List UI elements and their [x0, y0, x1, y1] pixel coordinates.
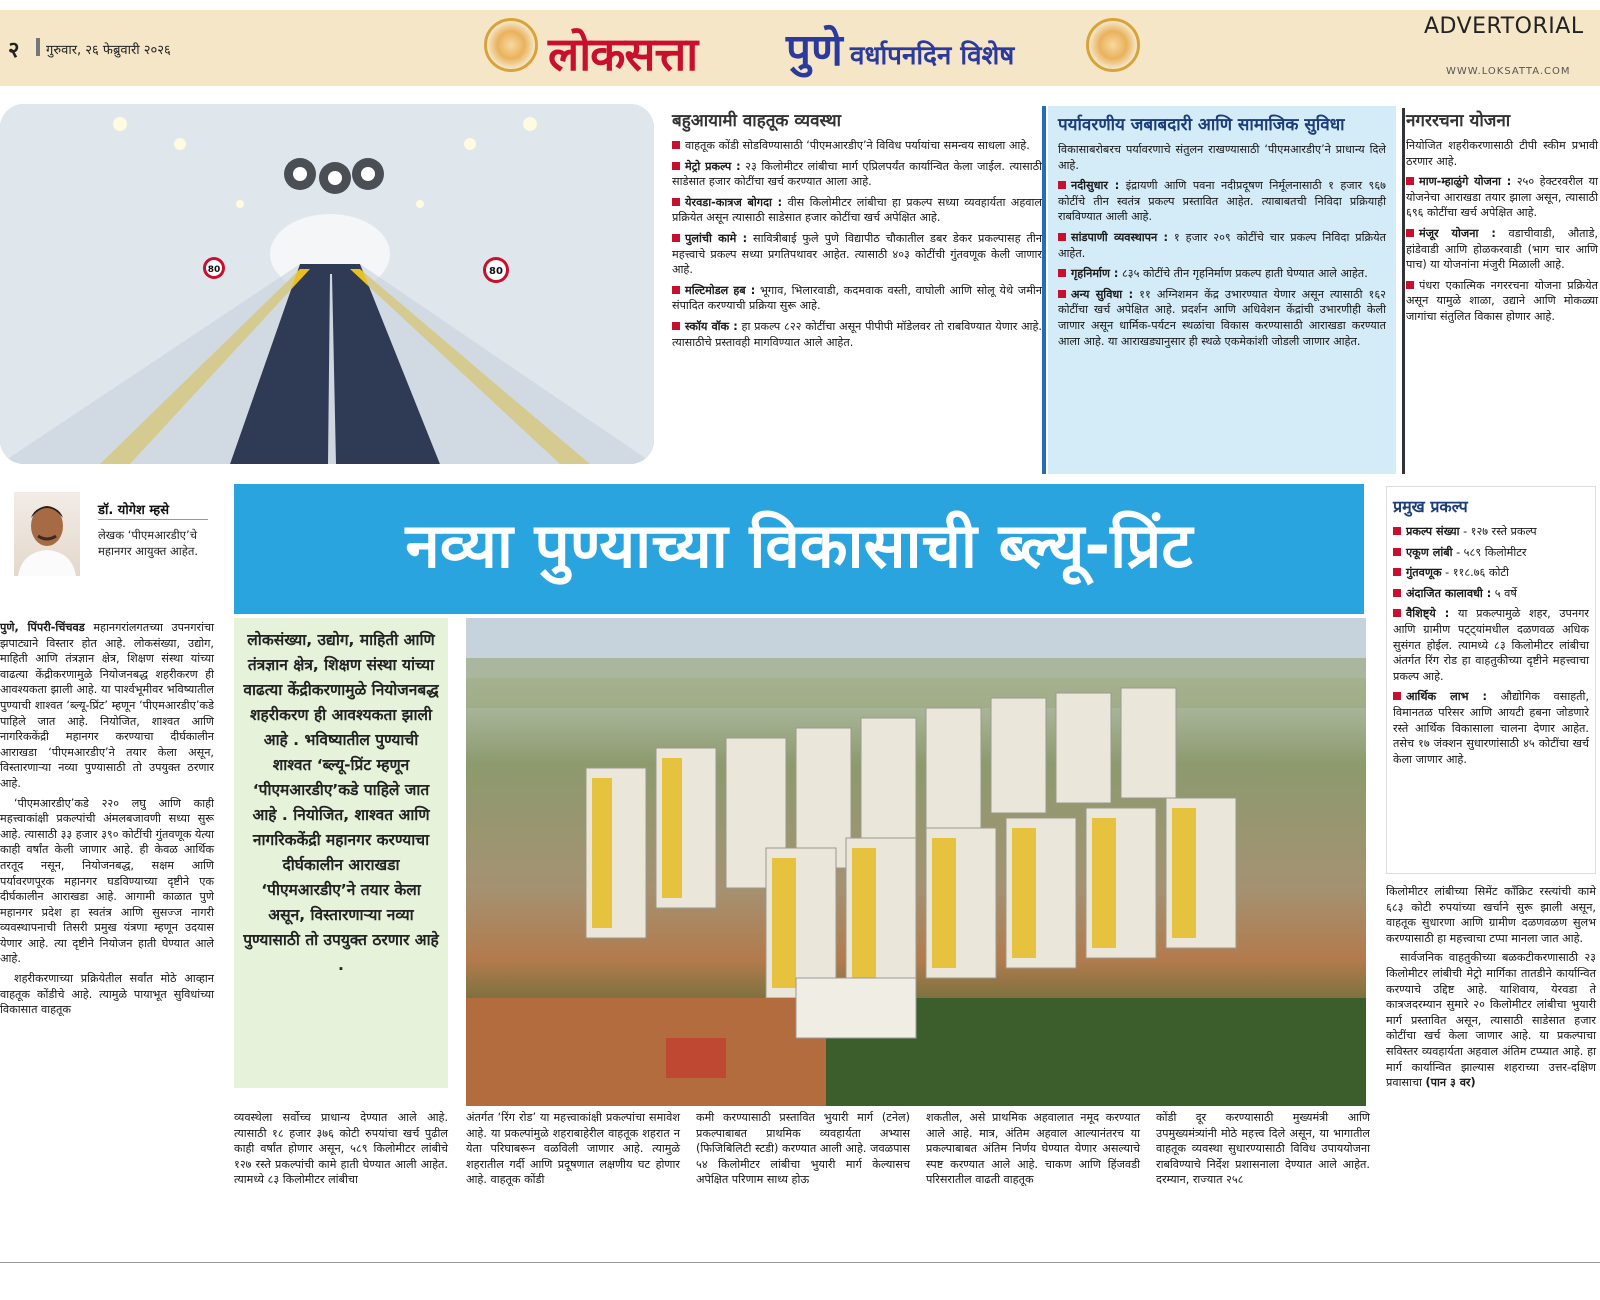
environment-item [1058, 178, 1386, 225]
transport-item-label: मेट्रो प्रकल्प : [685, 159, 741, 173]
aerial-housing-photo [466, 618, 1366, 1106]
speed-sign-1: 80 [207, 265, 221, 275]
speed-sign-2: 80 [489, 266, 503, 277]
key-projects-item [1393, 545, 1589, 561]
key-projects-item [1393, 606, 1589, 684]
bottom-col-1: व्यवस्थेला सर्वोच्च प्राधान्य देण्यात आले आहे. त्यासाठी १८ हजार ३७६ कोटी रुपयांचा खर्च पुढील काही वर्षांत होणार असून, ५८९ किलोमीटर लांबीचे १२७ रस्ते प्रकल्पांची कामे हाती घेण्यात आली आहेत. त्यामध्ये ८३ किलोमीटर लांबीचा [234, 1111, 448, 1187]
bullet-icon [672, 198, 680, 206]
pull-quote: लोकसंख्या, उद्योग, माहिती आणि तंत्रज्ञान क्षेत्र, शिक्षण संस्था यांच्या वाढत्या केंद्रीकरणामुळे नियोजनबद्ध शहरीकरण ही आवश्यकता झाली आहे . भविष्यातील पुण्याची शाश्वत ‘ब्ल्यू-प्रिंट म्हणून ‘पीएमआरडीए’कडे पाहिले जात आहे . नियोजित, शाश्वत आणि नागरिककेंद्री महानगर करण्याचा दीर्घकालीन आराखडा ‘पीएमआरडीए’ने तयार केला असून, विस्तारणाऱ्या नव्या पुण्यासाठी तो उपयुक्त ठरणार आहे . [234, 618, 448, 1088]
key-projects-item-label: गुंतवणूक [1406, 566, 1442, 580]
town-planning-separator [1402, 108, 1405, 474]
key-projects-box [1386, 486, 1596, 874]
bullet-icon [1393, 527, 1401, 535]
environment-item-text: ११ अग्निशमन केंद्र उभारण्यात येणार असून त्यासाठी १६२ कोटींचा खर्च अपेक्षित आहे. प्रदर्शन आणि अधिवेशन केंद्रांची उभारणीही केली जाणार असून धार्मिक-पर्यटन स्थळांचा विकास करण्यासाठी आराखडा करण्यात आला आहे. या आराखड्यानुसार ही स्थळे एकमेकांशी जोडली जाणार आहेत. [1058, 287, 1386, 348]
bullet-icon [1393, 692, 1401, 700]
environment-section [1048, 106, 1396, 474]
key-projects-item-text: - १२७ रस्ते प्रकल्प [1463, 525, 1537, 538]
website-link[interactable]: WWW.LOKSATTA.COM [1446, 66, 1571, 77]
bullet-icon [1393, 568, 1401, 576]
environment-item [1058, 266, 1386, 282]
advertorial-label: ADVERTORIAL [1424, 14, 1584, 39]
key-projects-list [1393, 524, 1589, 767]
environment-separator [1042, 106, 1046, 474]
bullet-icon [672, 234, 680, 242]
town-planning-item-text: वडाचीवाडी, औताडे, हांडेवाडी आणि होळकरवाडी (भाग चार आणि पाच) या योजनांना मंजुरी मिळाली आहे. [1406, 226, 1598, 272]
logo-loksatta[interactable]: लोकसत्ता [548, 27, 698, 81]
bottom-col-4: शकतील, असे प्राथमिक अहवालात नमूद करण्यात आले आहे. मात्र, अंतिम अहवाल आल्यानंतरच या प्रकल्पाबाबत अंतिम निर्णय घेण्यात येणार असल्याचे स्पष्ट करण्यात आले आहे. चाकण आणि हिंजवडी परिसरातील वाढती वाहतूक [926, 1111, 1140, 1187]
tunnel-photo [0, 104, 654, 464]
key-projects-item-text: - ११८.७६ कोटी [1445, 566, 1509, 580]
town-planning-section [1406, 108, 1598, 478]
bullet-icon [1406, 229, 1414, 237]
town-planning-item-label: मंजूर योजना : [1419, 226, 1496, 240]
key-projects-item-text: औद्योगिक वसाहती, विमानतळ परिसर आणि आयटी हबना जोडणारे रस्ते आर्थिक विकासाला चालना देणार आहेत. तसेच १७ जंक्शन सुधारणांसाठी ४५ कोटींचा खर्च केला जाणार आहे. [1393, 690, 1589, 766]
key-projects-item-text: या प्रकल्पामुळे शहर, उपनगर आणि ग्रामीण पट्ट्यांमधील दळणवळ अधिक सुसंगत होईल. त्यामध्ये ८३ किलोमीटर लांबीचा अंतर्गत रिंग रोड हा वाहतुकीच्या दृष्टीने महत्त्वाचा प्रकल्प आहे. [1393, 607, 1589, 683]
town-planning-item [1406, 278, 1598, 325]
bullet-icon [1058, 233, 1066, 241]
bullet-icon [1393, 609, 1401, 617]
mandala-left-icon [484, 18, 538, 72]
bullet-icon [672, 162, 680, 170]
transport-item-label: पुलांची कामे : [685, 231, 748, 245]
bottom-col-2: अंतर्गत ‘रिंग रोड’ या महत्त्वाकांक्षी प्रकल्पांचा समावेश आहे. या प्रकल्पांमुळे शहराबाहेरील वाहतूक शहरात न येता परिघाबरून वळविली जाणार आहे. त्यामुळे शहरातील गर्दी आणि प्रदूषणात लक्षणीय घट होणार आहे. वाहतूक कोंडी [466, 1111, 680, 1187]
bullet-icon [672, 286, 680, 294]
bottom-col-3: कमी करण्यासाठी प्रस्तावित भुयारी मार्ग (टनेल) प्रकल्पाबाबत प्राथमिक व्यवहार्यता अभ्यास (फिजिबिलिटी स्टडी) करण्यात आली आहे. जवळपास ५४ किलोमीटर लांबीचा भुयारी मार्ग केल्यासच अपेक्षित परिणाम साध्य होऊ [696, 1111, 910, 1187]
logo-pune: पुणे [786, 25, 843, 76]
logo-subtitle: वर्धापनदिन विशेष [850, 41, 1015, 71]
transport-item-label: स्कॉय वॉक : [685, 319, 738, 333]
transport-item [672, 159, 1042, 190]
transport-item [672, 138, 1042, 154]
environment-item [1058, 230, 1386, 261]
key-projects-item [1393, 689, 1589, 767]
environment-item-text: इंद्रायणी आणि पवना नदीप्रदूषण निर्मूलनासाठी १ हजार ९६७ कोटींचे तीन स्वतंत्र प्रकल्प प्रस्तावित आहेत. त्याबाबतची निविदा प्रक्रियाही राबविण्यात आली आहे. [1058, 179, 1386, 224]
page-number: २ [8, 38, 20, 63]
headline-banner: नव्या पुण्याच्या विकासाची ब्ल्यू-प्रिंट [234, 484, 1364, 614]
lead-paragraph-1 [0, 620, 214, 792]
mandala-right-icon [1086, 18, 1140, 72]
key-projects-item [1393, 565, 1589, 581]
key-projects-item-label: अंदाजित कालावधी : [1406, 586, 1492, 600]
continued-on-page[interactable]: (पान ३ वर) [1425, 1076, 1476, 1090]
transport-item-text: सावित्रीबाई फुले पुणे विद्यापीठ चौकातील डबर डेकर प्रकल्पासह तीन महत्त्वाचे प्रकल्प सध्या प्रगतिपथावर आहेत. त्यासाठी ४०३ कोटींची गुंतवणूक केली जाणार आहे. [672, 231, 1042, 277]
continuation-column [1386, 884, 1596, 1264]
key-projects-item [1393, 524, 1589, 540]
page-separator [36, 38, 40, 56]
key-projects-item-label: एकूण लांबी [1406, 545, 1453, 559]
key-projects-item-label: प्रकल्प संख्या [1406, 525, 1460, 538]
key-projects-item-text: ५ वर्षे [1494, 586, 1517, 600]
transport-title: बहुआयामी वाहतूक व्यवस्था [672, 111, 842, 131]
bullet-icon [1058, 181, 1066, 189]
town-planning-intro: नियोजित शहरीकरणासाठी टीपी स्कीम प्रभावी ठरणार आहे. [1406, 139, 1598, 168]
environment-item-text: ८३५ कोटींचे तीन गृहनिर्माण प्रकल्प हाती घेण्यात आले आहेत. [1121, 267, 1368, 281]
key-projects-title: प्रमुख प्रकल्प [1393, 497, 1468, 516]
environment-intro: विकासाबरोबरच पर्यावरणाचे संतुलन राखण्यासाठी ‘पीएमआरडीए’ने प्राधान्य दिले आहे. [1058, 143, 1386, 172]
transport-section [672, 108, 1042, 468]
environment-item [1058, 287, 1386, 349]
page-bottom-rule [0, 1262, 1600, 1263]
transport-item-text: वीस किलोमीटर लांबीचा हा प्रकल्प सध्या व्यवहार्यता अहवाल प्रक्रियेत असून त्यासाठी साडेसात हजार कोटींचा खर्च अपेक्षित आहे. [672, 195, 1042, 225]
transport-list [672, 138, 1042, 350]
bullet-icon [672, 322, 680, 330]
transport-item-text: हा प्रकल्प ८२२ कोटींचा असून पीपीपी मॉडेलवर तो राबविण्यात येणार आहे. त्यासाठीचे प्रस्तावही मागविण्यात आले आहेत. [672, 319, 1042, 349]
town-planning-item-text: पंधरा एकात्मिक नगररचना योजना प्रक्रियेत असून यामुळे शाळा, उद्याने आणि मोकळ्या जागांचा संतुलित विकास होणार आहे. [1406, 278, 1598, 323]
lead-paragraph-2: ‘पीएमआरडीए’कडे २२० लघु आणि काही महत्त्वाकांक्षी प्रकल्पांची अंमलबजावणी सध्या सुरू आहे. त्यासाठी ३३ हजार ३९० कोटींची गुंतवणूक येत्या काही वर्षांत केली जाणार आहे. ही केवळ आर्थिक तरतूद नसून, नियोजनबद्ध, सक्षम आणि पर्यावरणपूरक महानगर घडविण्याच्या दृष्टीने एक दीर्घकालीन आराखडा आहे. आगामी काळात पुणे महानगर प्रदेश हा स्वतंत्र आणि सुसज्ज नागरी व्यवस्थापनाची तिसरी प्रमुख यंत्रणा म्हणून उदयास येणार आहे. त्या दृष्टीने नियोजन हाती घेण्यात आले आहे. [0, 796, 214, 966]
town-planning-title: नगररचना योजना [1406, 111, 1511, 131]
town-planning-list [1406, 174, 1598, 324]
environment-item-text: १ हजार २०९ कोटींचे चार प्रकल्प निविदा प्रक्रियेत आहेत. [1058, 230, 1386, 260]
key-projects-item-label: आर्थिक लाभ : [1406, 690, 1487, 704]
lead-article [0, 620, 214, 1270]
environment-item-label: सांडपाणी व्यवस्थापन : [1071, 230, 1168, 244]
key-projects-item [1393, 586, 1589, 602]
transport-item [672, 319, 1042, 350]
author-divider [98, 519, 208, 520]
key-projects-item-text: - ५८९ किलोमीटर [1456, 545, 1527, 559]
transport-item-text: वाहतूक कोंडी सोडविण्यासाठी ‘पीएमआरडीए’ने विविध पर्यायांचा समन्वय साधला आहे. [685, 139, 1030, 152]
author-avatar [14, 492, 80, 576]
author-description: लेखक ‘पीएमआरडीए’चे महानगर आयुक्त आहेत. [98, 528, 199, 558]
environment-item-label: अन्य सुविधा : [1071, 287, 1134, 301]
transport-item-text: २३ किलोमीटर लांबीचा मार्ग एप्रिलपर्यंत कार्यान्वित केला जाईल. त्यासाठी साडेसात हजार कोटींचा खर्च करण्यात आला आहे. [672, 159, 1042, 189]
environment-item-label: नदीसुधार : [1071, 179, 1120, 193]
transport-item [672, 195, 1042, 226]
key-projects-item-label: वैशिष्ट्ये : [1406, 607, 1450, 621]
bullet-icon [1406, 281, 1414, 289]
environment-list [1058, 178, 1386, 349]
bullet-icon [1406, 177, 1414, 185]
bullet-icon [1058, 290, 1066, 298]
transport-item-text: भूगाव, भिलारवाडी, कदमवाक वस्ती, वाघोली आणि सोलू येथे जमीन संपादित करण्याची प्रक्रिया सुरू आहे. [672, 283, 1043, 313]
town-planning-item-text: २५० हेक्टरवरील या योजनेचा आराखडा तयार झाला असून, त्यासाठी ६९६ कोटींचा खर्च अपेक्षित आहे. [1406, 175, 1598, 220]
transport-item [672, 283, 1042, 314]
environment-item-label: गृहनिर्माण : [1071, 267, 1119, 281]
bullet-icon [672, 141, 680, 149]
author-name: डॉ. योगेश म्हसे [98, 503, 169, 518]
transport-item-label: येरवडा-कात्रज बोगदा : [685, 195, 783, 209]
bullet-icon [1058, 269, 1066, 277]
lead-dateline: पुणे, पिंपरी-चिंचवड [0, 621, 85, 634]
lead-text-1: महानगरांलगतच्या उपनगरांचा झपाट्याने विस्तार होत आहे. लोकसंख्या, उद्योग, माहिती आणि तंत्रज्ञान क्षेत्र, शिक्षण संस्था यांच्या वाढत्या केंद्रीकरणामुळे नियोजनबद्ध शहरीकरण ही आवश्यकता झाली आहे. या पार्श्वभूमीवर भविष्यातील पुण्याची शाश्वत ‘ब्ल्यू-प्रिंट’ म्हणून ‘पीएमआरडीए’कडे पाहिले जात आहे. नियोजित, शाश्वत आणि नागरिककेंद्री महानगर करण्याचा दीर्घकालीन आराखडा ‘पीएमआरडीए’ने तयार केला असून, विस्तारणाऱ्या नव्या पुण्यासाठी तो उपयुक्त ठरणार आहे. [0, 621, 215, 790]
continuation-paragraph-2 [1386, 950, 1596, 1090]
environment-title: पर्यावरणीय जबाबदारी आणि सामाजिक सुविधा [1058, 115, 1345, 135]
continuation-paragraph-1: किलोमीटर लांबीच्या सिमेंट कॉंक्रिट रस्त्यांची कामे ६८३ कोटी रुपयांच्या खर्चाने सुरू झाली असून, वाहतूक सुधारणा आणि ग्रामीण दळणवळण सुलभ करण्यासाठी हा महत्त्वाचा टप्पा मानला जात आहे. [1386, 885, 1596, 945]
transport-item-label: मल्टिमोडल हब : [685, 283, 756, 297]
continuation-text-2: सार्वजनिक वाहतुकीच्या बळकटीकरणासाठी २३ किलोमीटर लांबीची मेट्रो मार्गिका तातडीने कार्यान्वित करण्याचे उद्दिष्ट आहे. याशिवाय, येरवडा ते कात्रजदरम्यान सुमारे २० किलोमीटर लांबीचा भुयारी मार्ग प्रस्तावित असून, त्यासाठी साडेसात हजार कोटींचा खर्च केला जाणार आहे. या प्रकल्पाचा सविस्तर व्यवहार्यता अहवाल अंतिम टप्प्यात आहे. हा मार्ग कार्यान्वित झाल्यास शहराच्या उत्तर-दक्षिण प्रवासाचा [1386, 951, 1596, 1090]
bottom-col-5: कोंडी दूर करण्यासाठी मुख्यमंत्री आणि उपमुख्यमंत्र्यांनी मोठे महत्त्व दिले असून, या भागातील वाहतूक व्यवस्था सुधारण्यासाठी विविध उपाययोजना राबविण्याचे निर्देश प्रशासनाला देण्यात आले आहेत. दरम्यान, राज्यात २५८ [1156, 1111, 1370, 1187]
transport-item [672, 231, 1042, 278]
lead-paragraph-3: शहरीकरणाच्या प्रक्रियेतील सर्वांत मोठे आव्हान वाहतूक कोंडीचे आहे. त्यामुळे पायाभूत सुविधांच्या विकासात वाहतूक [0, 972, 214, 1017]
bullet-icon [1393, 589, 1401, 597]
issue-date: गुरुवार, २६ फेब्रुवारी २०२६ [46, 43, 171, 58]
town-planning-item-label: माण-म्हाळुंगे योजना : [1419, 175, 1512, 189]
bullet-icon [1393, 548, 1401, 556]
town-planning-item [1406, 226, 1598, 273]
town-planning-item [1406, 174, 1598, 221]
